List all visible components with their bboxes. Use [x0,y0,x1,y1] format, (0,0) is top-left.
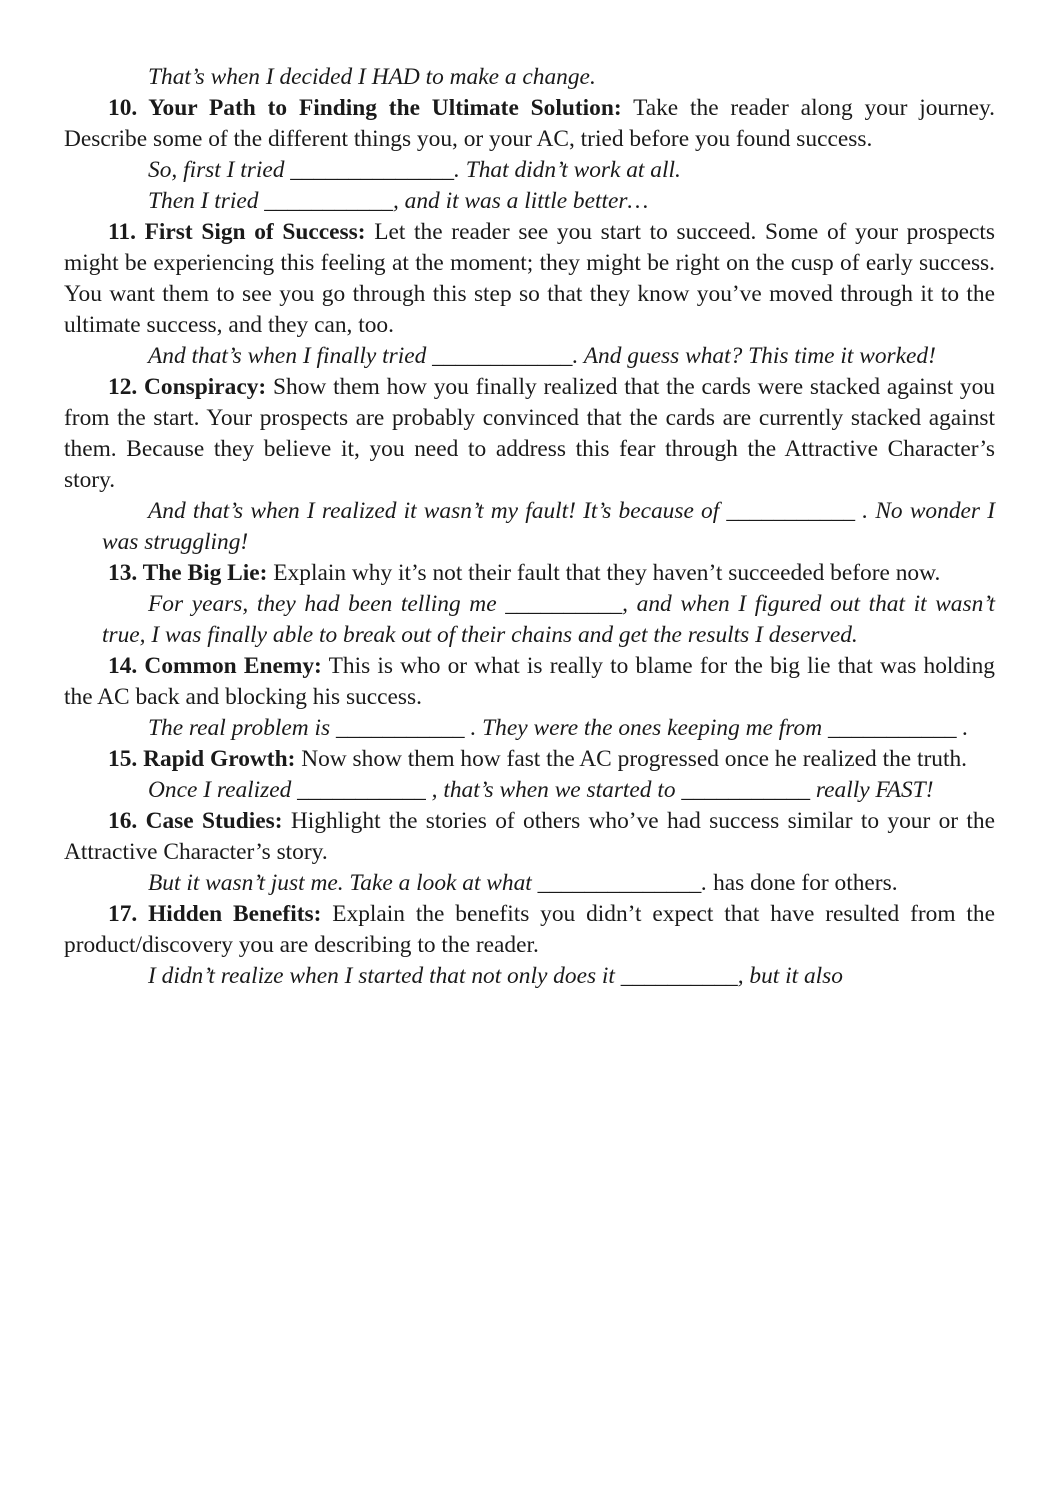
section-13-big-lie [64,558,995,589]
section-heading: 17. Hidden Benefits: [108,901,322,927]
example-not-just-me [102,868,995,899]
section-body: Now show them how fast the AC progressed once he realized the truth. [295,746,968,772]
section-body: Highlight the stories of others who’ve had success similar to your or the Attractive Character’s story. [64,808,995,865]
section-body: This is who or what is really to blame for the big lie that was holding the AC back and blocking his success. [64,653,995,710]
example-telling-me [102,589,995,651]
section-body: Show them how you finally realized that the cards were stacked against you from the start. Your prospects are probably convinced that the cards are currently stacked against them. Because they believe it, you need to address this fear through the Attractive Character’s story. [64,374,995,493]
section-body: Take the reader along your journey. Describe some of the different things you, or your AC, tried before you found success. [64,95,995,152]
section-heading: 10. Your Path to Finding the Ultimate Solution: [108,95,622,121]
section-11-first-sign-of-success [64,217,995,341]
section-heading: 11. First Sign of Success: [108,219,366,245]
section-12-conspiracy [64,372,995,496]
example-text: That’s when I decided I HAD to make a change. [148,64,596,90]
section-heading: 16. Case Studies: [108,808,283,834]
section-body: Explain why it’s not their fault that they haven’t succeeded before now. [267,560,941,586]
section-heading: 14. Common Enemy: [108,653,322,679]
example-text: The real problem is ___________ . They were the ones keeping me from ___________ . [148,715,969,741]
example-not-my-fault [102,496,995,558]
example-text: So, first I tried ______________. That didn’t work at all. [148,157,681,183]
section-heading: 12. Conspiracy: [108,374,267,400]
section-15-rapid-growth [64,744,995,775]
example-first-tried [102,155,995,186]
example-decided-change [102,62,995,93]
section-17-hidden-benefits [64,899,995,961]
example-text: For years, they had been telling me __________, and when I figured out that it wasn’t true, I was finally able to break out of their chains and get the results I deserved. [102,591,995,648]
section-14-common-enemy [64,651,995,713]
section-body: Explain the benefits you didn’t expect that have resulted from the product/discovery you are describing to the reader. [64,901,995,958]
example-finally-tried [102,341,995,372]
section-heading: 15. Rapid Growth: [108,746,296,772]
example-once-realized [102,775,995,806]
example-text: Then I tried ___________, and it was a little better… [148,188,649,214]
example-then-tried [102,186,995,217]
example-tail: has done for others. [707,870,898,896]
example-text: And that’s when I realized it wasn’t my fault! It’s because of ___________ . No wonder I was struggling! [102,498,995,555]
example-text: Once I realized ___________ , that’s when we started to ___________ really FAST! [148,777,934,803]
example-text: And that’s when I finally tried ____________. And guess what? This time it worked! [148,343,936,369]
example-didnt-realize [102,961,995,992]
section-16-case-studies [64,806,995,868]
example-text: I didn’t realize when I started that not only does it __________, but it also [148,963,843,989]
example-text: But it wasn’t just me. Take a look at what ______________. [148,870,708,896]
example-real-problem [102,713,995,744]
section-heading: 13. The Big Lie: [108,560,268,586]
section-body: Let the reader see you start to succeed. Some of your prospects might be experiencing this feeling at the moment; they might be right on the cusp of early success. You want them to see you go through this step so that they know you’ve moved through it to the ultimate success, and they can, too. [64,219,995,338]
section-10-path-to-solution [64,93,995,155]
